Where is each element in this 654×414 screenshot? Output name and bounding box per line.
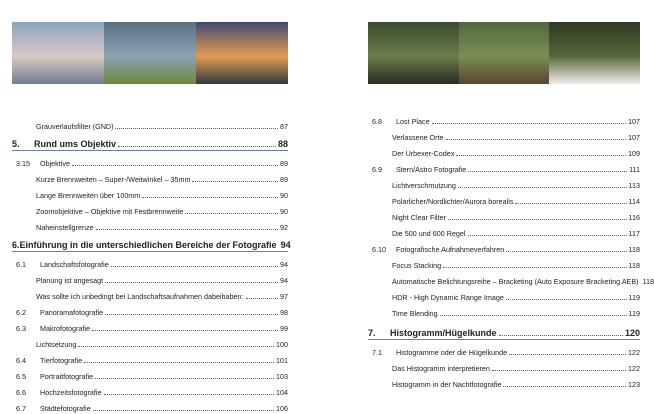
left-page <box>0 0 322 413</box>
toc-entry[interactable] <box>368 175 640 191</box>
toc-entry-title: Histogramm/Hügelkunde <box>390 328 497 338</box>
toc-entry-page: 118 <box>628 245 640 254</box>
toc-entry[interactable] <box>12 169 288 185</box>
toc-entry-page: 101 <box>276 356 288 365</box>
toc-entry-page: 92 <box>280 223 288 232</box>
toc-entry[interactable] <box>12 382 288 398</box>
pier-cabin-photo <box>104 22 196 84</box>
dot-leader <box>506 250 626 252</box>
toc-entry-number: 3.15 <box>16 159 30 168</box>
table-of-contents <box>12 116 291 414</box>
toc-entry-title: Städtefotografie <box>40 404 91 413</box>
toc-entry-title: Focus Stacking <box>392 261 442 270</box>
toc-entry[interactable] <box>12 201 288 217</box>
toc-entry-page: 94 <box>280 260 288 269</box>
toc-entry-number: 6.1 <box>16 260 26 269</box>
dot-leader <box>72 164 278 166</box>
toc-entry-page: 122 <box>628 348 640 357</box>
dot-leader <box>142 196 278 198</box>
toc-entry-number: 5. <box>12 139 20 149</box>
toc-entry-page: 117 <box>628 229 640 238</box>
toc-entry[interactable] <box>368 207 640 223</box>
toc-entry-number: 6.5 <box>16 372 26 381</box>
toc-entry-title: Grauverlaufsfilter (GND) <box>36 122 114 131</box>
toc-entry-title: Time Blending <box>392 309 438 318</box>
toc-entry-page: 119 <box>628 309 640 318</box>
dot-leader <box>515 202 626 204</box>
toc-entry-number: 6.8 <box>372 117 382 126</box>
toc-entry-title: Einführung in die unterschiedlichen Bereiche der Fotografie <box>19 240 277 250</box>
toc-entry-page: 119 <box>628 293 640 302</box>
dot-leader <box>92 329 278 331</box>
toc-entry-title: Naheinstellgrenze <box>36 223 94 232</box>
toc-entry[interactable] <box>12 132 288 151</box>
toc-entry-title: HDR - High Dynamic Range Image <box>392 293 504 302</box>
toc-entry[interactable] <box>368 223 640 239</box>
toc-entry-number: 6.9 <box>372 165 382 174</box>
dot-leader <box>115 127 278 129</box>
toc-entry[interactable] <box>368 342 640 358</box>
toc-entry-title: Zoomobjektive – Objektive mit Festbrennweite <box>36 207 184 216</box>
toc-entry[interactable] <box>12 286 288 302</box>
toc-entry-title: Rund ums Objektiv <box>34 139 117 149</box>
toc-entry-page: 107 <box>628 133 640 142</box>
toc-entry-title: Das Histogramm interpretieren <box>392 364 490 373</box>
toc-entry-title: Night Clear Filter <box>392 213 446 222</box>
toc-entry[interactable] <box>368 358 640 374</box>
toc-entry-title: Lichtverschmutzung <box>392 181 456 190</box>
toc-entry[interactable] <box>368 255 640 271</box>
toc-entry-page: 103 <box>276 372 288 381</box>
toc-entry-number: 6.4 <box>16 356 26 365</box>
toc-entry-title: Makrofotografie <box>40 324 90 333</box>
puffin-photo <box>368 22 459 84</box>
dot-leader <box>468 234 627 236</box>
toc-entry[interactable] <box>12 217 288 233</box>
dot-leader <box>456 154 626 156</box>
toc-entry-title: Panoramafotografie <box>40 308 104 317</box>
toc-entry[interactable] <box>368 191 640 207</box>
toc-entry-page: 89 <box>280 175 288 184</box>
toc-entry[interactable] <box>12 116 288 132</box>
toc-entry-page: 94 <box>280 276 288 285</box>
toc-entry-number: 7. <box>368 328 376 338</box>
toc-entry-title: Polarlicher/Nordlichter/Aurora borealis <box>392 197 514 206</box>
toc-entry-number: 6.10 <box>372 245 386 254</box>
toc-entry-page: 94 <box>280 240 291 250</box>
snowy-owl-photo <box>549 22 640 84</box>
toc-entry-title: Was sollte ich unbedingt bei Landschaftsaufnahmen dabeihaben: <box>36 292 244 301</box>
dot-leader <box>468 170 627 172</box>
toc-entry[interactable] <box>368 127 640 143</box>
toc-entry-title: Tierfotografie <box>40 356 83 365</box>
toc-entry-title: Histogramme oder die Hügelkunde <box>396 348 508 357</box>
toc-entry[interactable] <box>12 318 288 334</box>
toc-entry-page: 98 <box>280 308 288 317</box>
toc-entry-title: Kurze Brennweiten – Super-/Weitwinkel – 35mm <box>36 175 191 184</box>
dot-leader <box>78 345 274 347</box>
toc-entry-title: Der Urbexer-Codex <box>392 149 455 158</box>
toc-entry-page: 88 <box>277 139 288 149</box>
toc-entry-title: Planung ist angesagt <box>36 276 104 285</box>
dot-leader <box>185 212 278 214</box>
toc-entry[interactable] <box>368 159 640 175</box>
toc-entry-page: 100 <box>276 340 288 349</box>
toc-entry-page: 109 <box>628 149 640 158</box>
toc-entry-page: 99 <box>280 324 288 333</box>
dot-leader <box>95 377 274 379</box>
dot-leader <box>118 145 276 147</box>
toc-entry-page: 104 <box>276 388 288 397</box>
table-of-contents <box>368 111 654 390</box>
dot-leader <box>104 393 274 395</box>
dot-leader <box>458 186 627 188</box>
toc-entry-title: Hochzeitsfotografie <box>40 388 102 397</box>
toc-entry-number: 6.6 <box>16 388 26 397</box>
toc-entry-title: Die 500 und 600 Regel <box>392 229 466 238</box>
toc-entry[interactable] <box>12 334 288 350</box>
toc-entry[interactable] <box>12 270 288 286</box>
dot-leader <box>105 313 278 315</box>
dot-leader <box>84 361 274 363</box>
toc-entry[interactable] <box>368 303 640 319</box>
toc-entry-page: 106 <box>276 404 288 413</box>
right-page <box>322 0 654 400</box>
dot-leader <box>443 266 626 268</box>
toc-entry-page: 97 <box>280 292 288 301</box>
sunset-river-photo <box>196 22 288 84</box>
toc-entry-page: 120 <box>624 328 640 338</box>
toc-entry[interactable] <box>368 374 640 390</box>
lake-stones-photo <box>12 22 104 84</box>
toc-entry[interactable] <box>368 239 640 255</box>
toc-entry[interactable] <box>12 185 288 201</box>
dot-leader <box>246 297 278 299</box>
dot-leader <box>509 353 626 355</box>
toc-entry-title: Lange Brennweiten über 100mm <box>36 191 141 200</box>
toc-entry-title: Landschaftsfotografie <box>40 260 109 269</box>
toc-entry-page: 90 <box>280 207 288 216</box>
dot-leader <box>503 385 626 387</box>
toc-entry[interactable] <box>368 111 640 127</box>
toc-entry-title: Stern/Astro Fotografie <box>396 165 467 174</box>
dot-leader <box>506 298 627 300</box>
toc-entry[interactable] <box>368 321 640 340</box>
dot-leader <box>446 138 626 140</box>
toc-entry-page: 118 <box>642 277 654 286</box>
toc-entry[interactable] <box>12 233 291 252</box>
dot-leader <box>192 180 278 182</box>
toc-entry-title: Verlassene Orte <box>392 133 444 142</box>
toc-entry[interactable] <box>368 143 640 159</box>
toc-entry[interactable] <box>12 153 288 169</box>
dot-leader <box>448 218 627 220</box>
toc-entry-title: Lost Place <box>396 117 430 126</box>
toc-entry[interactable] <box>368 271 654 287</box>
toc-entry-page: 118 <box>628 261 640 270</box>
toc-entry-title: Portraitfotografie <box>40 372 94 381</box>
toc-entry-page: 90 <box>280 191 288 200</box>
toc-entry-page: 87 <box>280 122 288 131</box>
toc-entry-page: 123 <box>628 380 640 389</box>
toc-entry[interactable] <box>12 398 288 414</box>
toc-entry-number: 6. <box>12 240 20 250</box>
dot-leader <box>111 265 278 267</box>
photo-strip <box>368 22 640 84</box>
toc-entry-number: 7.1 <box>372 348 382 357</box>
toc-entry-number: 6.7 <box>16 404 26 413</box>
toc-entry[interactable] <box>12 366 288 382</box>
toc-entry-page: 116 <box>628 213 640 222</box>
toc-entry-page: 107 <box>628 117 640 126</box>
toc-entry[interactable] <box>12 254 288 270</box>
toc-entry-page: 113 <box>628 181 640 190</box>
toc-entry-page: 114 <box>628 197 640 206</box>
photo-strip <box>12 22 288 84</box>
toc-entry-page: 89 <box>280 159 288 168</box>
toc-entry-title: Histogramm in der Nachtfotografie <box>392 380 502 389</box>
toc-entry[interactable] <box>12 302 288 318</box>
dot-leader <box>492 369 626 371</box>
dot-leader <box>96 228 278 230</box>
toc-entry[interactable] <box>368 287 640 303</box>
toc-entry-title: Fotografische Aufnahmeverfahren <box>396 245 505 254</box>
dot-leader <box>105 281 278 283</box>
dot-leader <box>93 409 274 411</box>
dot-leader <box>499 334 623 336</box>
toc-entry-page: 122 <box>628 364 640 373</box>
toc-entry-page: 111 <box>629 165 640 174</box>
toc-entry-number: 6.3 <box>16 324 26 333</box>
dot-leader <box>432 122 626 124</box>
toc-entry-title: Automatische Belichtungsreihe – Bracketing (Auto Exposure Bracketing AEB) <box>392 277 639 286</box>
toc-entry-title: Objektive <box>40 159 70 168</box>
owl-photo <box>459 22 550 84</box>
toc-entry-number: 6.2 <box>16 308 26 317</box>
dot-leader <box>440 314 627 316</box>
toc-entry-title: Lichtsetzung <box>36 340 77 349</box>
toc-entry[interactable] <box>12 350 288 366</box>
